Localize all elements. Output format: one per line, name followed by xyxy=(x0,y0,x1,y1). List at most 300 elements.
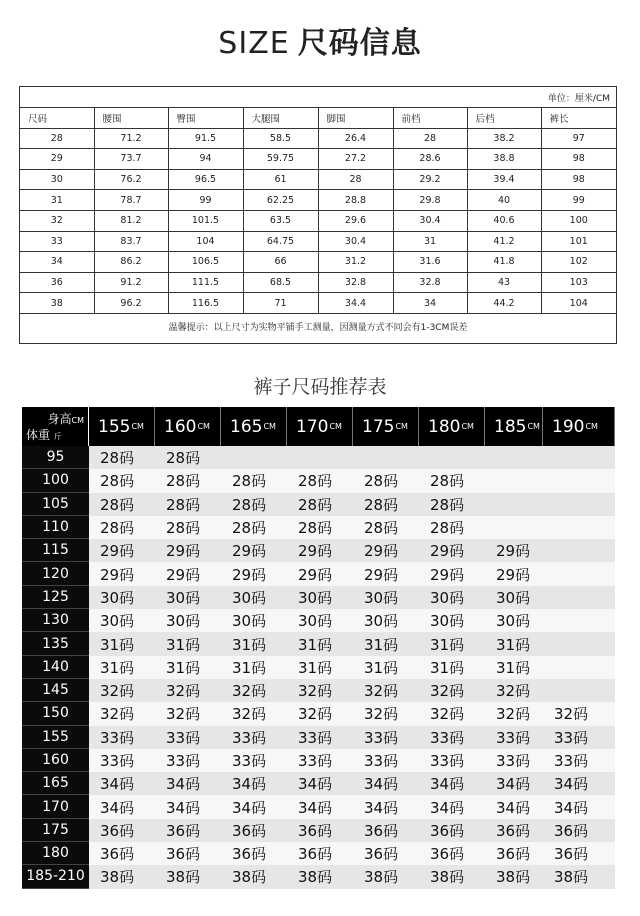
size-recommendation-cell: 29码 xyxy=(298,565,333,584)
height-col-unit: CM xyxy=(263,422,276,431)
measurement-note: 温馨提示：以上尺寸为实物平铺手工测量，因测量方式不同会有1-3CM误差 xyxy=(168,323,468,333)
size-cell: 68.5 xyxy=(243,272,318,293)
size-recommendation-cell xyxy=(353,446,419,469)
size-header-cell: 脚围 xyxy=(318,108,393,129)
size-cell: 98 xyxy=(541,149,616,170)
size-recommendation-cell: 28码 xyxy=(232,472,267,491)
size-recommendation-cell: 31码 xyxy=(298,658,333,677)
size-cell: 106.5 xyxy=(168,252,243,273)
size-recommendation-cell: 33码 xyxy=(298,752,333,770)
size-cell: 96.5 xyxy=(168,169,243,190)
size-recommendation-cell: 30码 xyxy=(364,588,399,607)
size-recommendation-cell: 28码 xyxy=(364,519,399,538)
size-cell: 29.2 xyxy=(393,169,467,190)
size-recommendation-cell: 34码 xyxy=(298,775,333,794)
size-recommendation-cell: 32码 xyxy=(364,682,399,701)
size-header-cell: 前档 xyxy=(393,108,467,129)
size-recommendation-cell: 36码 xyxy=(298,845,333,864)
size-recommendation-cell: 38码 xyxy=(232,868,267,887)
size-recommendation-cell: 33码 xyxy=(430,728,465,747)
rec-row xyxy=(22,586,615,609)
weight-cell: 135 xyxy=(22,632,89,655)
size-recommendation-cell: 34码 xyxy=(364,775,399,794)
rec-row xyxy=(22,562,615,585)
size-cell: 30 xyxy=(20,169,94,190)
height-col-unit: CM xyxy=(395,422,408,431)
size-recommendation-cell: 30码 xyxy=(100,612,135,631)
size-recommendation-cell: 31码 xyxy=(364,658,399,677)
size-recommendation-cell: 33码 xyxy=(232,752,267,770)
size-recommendation-cell xyxy=(419,446,485,469)
size-recommendation-cell: 30码 xyxy=(496,588,531,607)
size-cell: 58.5 xyxy=(243,128,318,149)
size-recommendation-cell: 34码 xyxy=(100,775,135,794)
weight-cell: 160 xyxy=(22,749,89,772)
height-header-cell xyxy=(155,407,221,446)
rec-row xyxy=(22,865,615,888)
weight-cell: 140 xyxy=(22,656,89,679)
size-cell: 66 xyxy=(243,252,318,273)
size-recommendation-cell: 38码 xyxy=(430,868,465,887)
size-recommendation-cell: 29码 xyxy=(430,565,465,584)
size-cell: 64.75 xyxy=(243,231,318,252)
size-recommendation-cell: 31码 xyxy=(298,635,333,654)
size-cell: 40.6 xyxy=(467,210,541,231)
size-recommendation-cell: 31码 xyxy=(364,635,399,654)
size-cell: 102 xyxy=(541,252,616,273)
height-col-unit: CM xyxy=(131,422,144,431)
rec-row xyxy=(22,656,615,679)
size-row xyxy=(20,252,616,273)
height-value: 165 xyxy=(230,416,263,437)
corner-cell xyxy=(22,407,89,446)
size-cell: 116.5 xyxy=(168,293,243,314)
size-cell: 81.2 xyxy=(94,210,168,231)
size-cell: 39.4 xyxy=(467,169,541,190)
size-recommendation-cell: 33码 xyxy=(298,728,333,747)
weight-cell: 100 xyxy=(22,469,89,492)
height-header-cell xyxy=(287,407,353,446)
weight-cell: 180 xyxy=(22,842,89,865)
size-cell: 29.6 xyxy=(318,210,393,231)
size-recommendation-cell: 32码 xyxy=(496,682,531,701)
size-header-row xyxy=(20,108,616,129)
size-recommendation-cell: 33码 xyxy=(232,728,267,747)
weight-cell: 145 xyxy=(22,679,89,702)
size-recommendation-table xyxy=(22,407,615,889)
size-cell: 28.6 xyxy=(393,149,467,170)
size-recommendation-cell: 29码 xyxy=(364,565,399,584)
rec-row xyxy=(22,609,615,632)
size-recommendation-cell: 36码 xyxy=(496,821,531,840)
size-recommendation-cell: 38码 xyxy=(364,868,399,887)
size-cell: 34 xyxy=(393,293,467,314)
weight-cell: 95 xyxy=(22,446,89,469)
size-cell: 38.8 xyxy=(467,149,541,170)
size-cell: 61 xyxy=(243,169,318,190)
size-recommendation-cell: 30码 xyxy=(496,612,531,631)
size-cell: 83.7 xyxy=(94,231,168,252)
size-recommendation-cell: 33码 xyxy=(496,752,531,770)
size-recommendation-cell: 34码 xyxy=(232,798,267,817)
size-cell: 31 xyxy=(20,190,94,211)
size-cell: 29.8 xyxy=(393,190,467,211)
size-recommendation-cell xyxy=(543,609,615,632)
height-col-unit: CM xyxy=(585,422,598,431)
size-recommendation-cell: 29码 xyxy=(100,565,135,584)
size-recommendation-cell: 34码 xyxy=(430,798,465,817)
size-recommendation-cell: 28码 xyxy=(364,472,399,491)
size-header-cell: 后档 xyxy=(467,108,541,129)
height-header-cell xyxy=(485,407,543,446)
size-recommendation-cell: 30码 xyxy=(298,612,333,631)
size-recommendation-cell: 36码 xyxy=(430,821,465,840)
size-row xyxy=(20,190,616,211)
rec-row xyxy=(22,679,615,702)
size-info-table xyxy=(19,86,617,344)
size-recommendation-cell: 34码 xyxy=(364,798,399,817)
size-recommendation-cell: 33码 xyxy=(496,728,531,747)
size-recommendation-cell: 30码 xyxy=(430,612,465,631)
size-recommendation-cell: 28码 xyxy=(100,449,135,468)
size-recommendation-cell: 36码 xyxy=(298,821,333,840)
size-recommendation-cell xyxy=(543,539,615,562)
size-row xyxy=(20,231,616,252)
size-cell: 28 xyxy=(20,128,94,149)
size-recommendation-cell: 34码 xyxy=(430,775,465,794)
size-recommendation-cell: 29码 xyxy=(430,542,465,561)
size-cell: 71 xyxy=(243,293,318,314)
size-recommendation-cell: 36码 xyxy=(166,821,201,840)
size-recommendation-cell xyxy=(543,679,615,702)
weight-cell: 165 xyxy=(22,772,89,795)
rec-row xyxy=(22,632,615,655)
size-recommendation-cell: 34码 xyxy=(496,775,531,794)
size-cell: 29 xyxy=(20,149,94,170)
size-recommendation-cell: 28码 xyxy=(166,449,201,468)
height-header-cell xyxy=(543,407,615,446)
size-cell: 30.4 xyxy=(393,210,467,231)
size-header-cell: 裤长 xyxy=(541,108,616,129)
rec-row xyxy=(22,539,615,562)
size-row xyxy=(20,149,616,170)
size-recommendation-cell: 32码 xyxy=(496,705,531,724)
size-row xyxy=(20,128,616,149)
height-col-unit: CM xyxy=(461,422,474,431)
size-cell: 31.6 xyxy=(393,252,467,273)
size-cell: 97 xyxy=(541,128,616,149)
size-recommendation-cell: 36码 xyxy=(232,845,267,864)
size-header-cell: 腰围 xyxy=(94,108,168,129)
size-cell: 91.5 xyxy=(168,128,243,149)
size-recommendation-cell: 30码 xyxy=(232,588,267,607)
size-recommendation-cell: 28码 xyxy=(430,519,465,538)
size-recommendation-cell: 32码 xyxy=(166,705,201,724)
size-cell: 38.2 xyxy=(467,128,541,149)
rec-row xyxy=(22,469,615,492)
size-header-cell: 臀围 xyxy=(168,108,243,129)
weight-label: 体重 xyxy=(26,428,51,442)
size-cell: 28 xyxy=(393,128,467,149)
size-recommendation-cell: 28码 xyxy=(298,495,333,514)
height-col-unit: CM xyxy=(329,422,342,431)
size-recommendation-cell xyxy=(485,469,543,492)
size-recommendation-cell: 30码 xyxy=(166,588,201,607)
size-cell: 36 xyxy=(20,272,94,293)
size-recommendation-cell: 34码 xyxy=(298,798,333,817)
size-recommendation-cell xyxy=(543,586,615,609)
size-recommendation-cell xyxy=(221,446,287,469)
size-recommendation-cell: 29码 xyxy=(232,565,267,584)
height-col-unit: CM xyxy=(527,422,540,431)
weight-unit: 斤 xyxy=(53,432,62,441)
size-recommendation-cell: 30码 xyxy=(166,612,201,631)
size-recommendation-cell: 31码 xyxy=(496,658,531,677)
size-recommendation-cell xyxy=(485,493,543,516)
size-recommendation-cell: 29码 xyxy=(232,542,267,561)
size-row xyxy=(20,210,616,231)
size-recommendation-cell: 33码 xyxy=(430,752,465,770)
size-recommendation-cell: 34码 xyxy=(100,798,135,817)
weight-cell: 125 xyxy=(22,586,89,609)
size-recommendation-cell: 38码 xyxy=(298,868,333,887)
size-recommendation-cell: 36码 xyxy=(496,845,531,864)
size-recommendation-cell: 31码 xyxy=(232,658,267,677)
size-recommendation-cell: 28码 xyxy=(298,472,333,491)
size-recommendation-cell xyxy=(485,446,543,469)
weight-cell: 155 xyxy=(22,726,89,749)
size-recommendation-cell: 32码 xyxy=(430,682,465,701)
height-value: 155 xyxy=(98,416,131,437)
weight-cell: 115 xyxy=(22,539,89,562)
size-recommendation-cell: 32码 xyxy=(298,682,333,701)
size-cell: 32.8 xyxy=(393,272,467,293)
size-recommendation-cell xyxy=(543,562,615,585)
size-recommendation-cell: 32码 xyxy=(554,705,589,724)
size-recommendation-cell: 29码 xyxy=(364,542,399,561)
size-cell: 41.8 xyxy=(467,252,541,273)
size-header-cell: 尺码 xyxy=(20,108,94,129)
size-cell: 101 xyxy=(541,231,616,252)
size-recommendation-cell: 29码 xyxy=(166,565,201,584)
size-recommendation-cell: 28码 xyxy=(430,495,465,514)
size-recommendation-cell: 36码 xyxy=(364,821,399,840)
page-title xyxy=(0,18,640,62)
size-cell: 86.2 xyxy=(94,252,168,273)
size-cell: 63.5 xyxy=(243,210,318,231)
size-recommendation-cell: 29码 xyxy=(166,542,201,561)
size-recommendation-cell: 34码 xyxy=(496,798,531,817)
size-recommendation-cell: 32码 xyxy=(100,682,135,701)
height-header-cell xyxy=(419,407,485,446)
rec-row xyxy=(22,842,615,865)
height-value: 160 xyxy=(164,416,197,437)
size-recommendation-cell: 32码 xyxy=(232,705,267,724)
size-recommendation-cell xyxy=(543,446,615,469)
size-recommendation-cell: 28码 xyxy=(364,495,399,514)
size-recommendation-cell: 28码 xyxy=(232,519,267,538)
weight-cell: 130 xyxy=(22,609,89,632)
rec-row xyxy=(22,772,615,795)
height-value: 180 xyxy=(428,416,461,437)
recommendation-title: 裤子尺码推荐表 xyxy=(253,376,387,398)
weight-cell: 150 xyxy=(22,702,89,725)
size-recommendation-cell: 36码 xyxy=(430,845,465,864)
rec-row xyxy=(22,726,615,749)
size-cell: 31.2 xyxy=(318,252,393,273)
size-cell: 30.4 xyxy=(318,231,393,252)
height-unit: CM xyxy=(71,416,84,425)
height-value: 175 xyxy=(362,416,395,437)
size-recommendation-cell: 34码 xyxy=(554,798,589,817)
size-recommendation-cell: 29码 xyxy=(298,542,333,561)
size-recommendation-cell xyxy=(543,493,615,516)
size-recommendation-cell: 33码 xyxy=(554,752,589,770)
size-cell: 34.4 xyxy=(318,293,393,314)
height-col-unit: CM xyxy=(197,422,210,431)
size-cell: 27.2 xyxy=(318,149,393,170)
weight-cell: 185-210 xyxy=(22,865,89,888)
size-recommendation-cell: 34码 xyxy=(166,798,201,817)
size-cell: 99 xyxy=(541,190,616,211)
weight-cell: 170 xyxy=(22,795,89,818)
title-en: SIZE xyxy=(218,26,290,61)
size-cell: 99 xyxy=(168,190,243,211)
size-recommendation-cell: 28码 xyxy=(100,472,135,491)
size-row xyxy=(20,293,616,314)
size-recommendation-cell: 28码 xyxy=(166,495,201,514)
size-recommendation-cell: 31码 xyxy=(100,635,135,654)
size-recommendation-cell xyxy=(543,516,615,539)
size-recommendation-cell: 29码 xyxy=(496,565,531,584)
rec-row xyxy=(22,446,615,469)
size-recommendation-cell: 32码 xyxy=(298,705,333,724)
height-value: 190 xyxy=(552,416,585,437)
size-recommendation-cell: 34码 xyxy=(232,775,267,794)
weight-cell: 110 xyxy=(22,516,89,539)
rec-row xyxy=(22,516,615,539)
size-cell: 43 xyxy=(467,272,541,293)
size-recommendation-cell: 30码 xyxy=(364,612,399,631)
size-recommendation-cell: 36码 xyxy=(100,821,135,840)
size-cell: 34 xyxy=(20,252,94,273)
size-recommendation-cell: 38码 xyxy=(554,868,589,887)
rec-row xyxy=(22,702,615,725)
size-cell: 44.2 xyxy=(467,293,541,314)
size-cell: 76.2 xyxy=(94,169,168,190)
size-recommendation-cell: 38码 xyxy=(496,868,531,887)
size-cell: 94 xyxy=(168,149,243,170)
size-row xyxy=(20,272,616,293)
size-recommendation-cell: 32码 xyxy=(100,705,135,724)
size-recommendation-cell xyxy=(543,656,615,679)
size-recommendation-cell: 31码 xyxy=(166,658,201,677)
size-recommendation-cell: 31码 xyxy=(166,635,201,654)
size-cell: 62.25 xyxy=(243,190,318,211)
size-cell: 103 xyxy=(541,272,616,293)
size-recommendation-cell: 31码 xyxy=(100,658,135,677)
height-value: 170 xyxy=(296,416,329,437)
size-cell: 111.5 xyxy=(168,272,243,293)
size-recommendation-cell xyxy=(287,446,353,469)
size-recommendation-cell: 29码 xyxy=(100,542,135,561)
size-cell: 73.7 xyxy=(94,149,168,170)
size-recommendation-cell: 31码 xyxy=(430,635,465,654)
size-recommendation-cell: 36码 xyxy=(554,821,589,840)
size-recommendation-cell: 38码 xyxy=(100,868,135,887)
size-recommendation-cell: 30码 xyxy=(232,612,267,631)
weight-cell: 175 xyxy=(22,819,89,842)
size-recommendation-cell: 36码 xyxy=(364,845,399,864)
size-cell: 78.7 xyxy=(94,190,168,211)
size-recommendation-cell: 36码 xyxy=(166,845,201,864)
size-recommendation-cell: 28码 xyxy=(430,472,465,491)
size-recommendation-cell: 33码 xyxy=(554,728,589,747)
size-cell: 28.8 xyxy=(318,190,393,211)
size-cell: 28 xyxy=(318,169,393,190)
size-recommendation-cell: 28码 xyxy=(166,472,201,491)
size-recommendation-cell: 34码 xyxy=(554,775,589,794)
size-recommendation-cell: 31码 xyxy=(496,635,531,654)
size-cell: 38 xyxy=(20,293,94,314)
size-cell: 101.5 xyxy=(168,210,243,231)
height-label: 身高 xyxy=(47,412,72,426)
size-cell: 100 xyxy=(541,210,616,231)
height-header-cell xyxy=(89,407,155,446)
size-cell: 96.2 xyxy=(94,293,168,314)
size-cell: 104 xyxy=(541,293,616,314)
size-recommendation-cell: 32码 xyxy=(430,705,465,724)
size-recommendation-cell: 33码 xyxy=(166,752,201,770)
weight-cell: 120 xyxy=(22,562,89,585)
size-recommendation-cell: 28码 xyxy=(232,495,267,514)
size-cell: 91.2 xyxy=(94,272,168,293)
size-recommendation-cell: 34码 xyxy=(166,775,201,794)
size-recommendation-cell: 36码 xyxy=(554,845,589,864)
size-cell: 31 xyxy=(393,231,467,252)
size-recommendation-cell: 32码 xyxy=(232,682,267,701)
size-cell: 41.2 xyxy=(467,231,541,252)
size-recommendation-cell: 32码 xyxy=(166,682,201,701)
height-header-cell xyxy=(353,407,419,446)
unit-label: 单位：厘米/CM xyxy=(547,94,610,104)
title-cn: 尺码信息 xyxy=(297,26,422,61)
height-header-cell xyxy=(221,407,287,446)
size-cell: 104 xyxy=(168,231,243,252)
size-recommendation-cell: 33码 xyxy=(100,728,135,747)
size-header-cell: 大腿围 xyxy=(243,108,318,129)
size-recommendation-cell xyxy=(485,516,543,539)
size-recommendation-cell: 33码 xyxy=(166,728,201,747)
size-cell: 32.8 xyxy=(318,272,393,293)
size-recommendation-cell: 28码 xyxy=(166,519,201,538)
rec-row xyxy=(22,493,615,516)
size-recommendation-cell: 36码 xyxy=(100,845,135,864)
size-recommendation-cell: 33码 xyxy=(364,752,399,770)
size-recommendation-cell: 28码 xyxy=(100,495,135,514)
rec-row xyxy=(22,749,615,772)
size-recommendation-cell: 30码 xyxy=(298,588,333,607)
size-recommendation-cell xyxy=(543,469,615,492)
rec-row xyxy=(22,819,615,842)
size-recommendation-cell: 29码 xyxy=(496,542,531,561)
weight-cell: 105 xyxy=(22,493,89,516)
size-recommendation-cell: 32码 xyxy=(364,705,399,724)
size-recommendation-cell: 33码 xyxy=(364,728,399,747)
size-cell: 59.75 xyxy=(243,149,318,170)
size-cell: 26.4 xyxy=(318,128,393,149)
size-recommendation-cell: 33码 xyxy=(100,752,135,770)
